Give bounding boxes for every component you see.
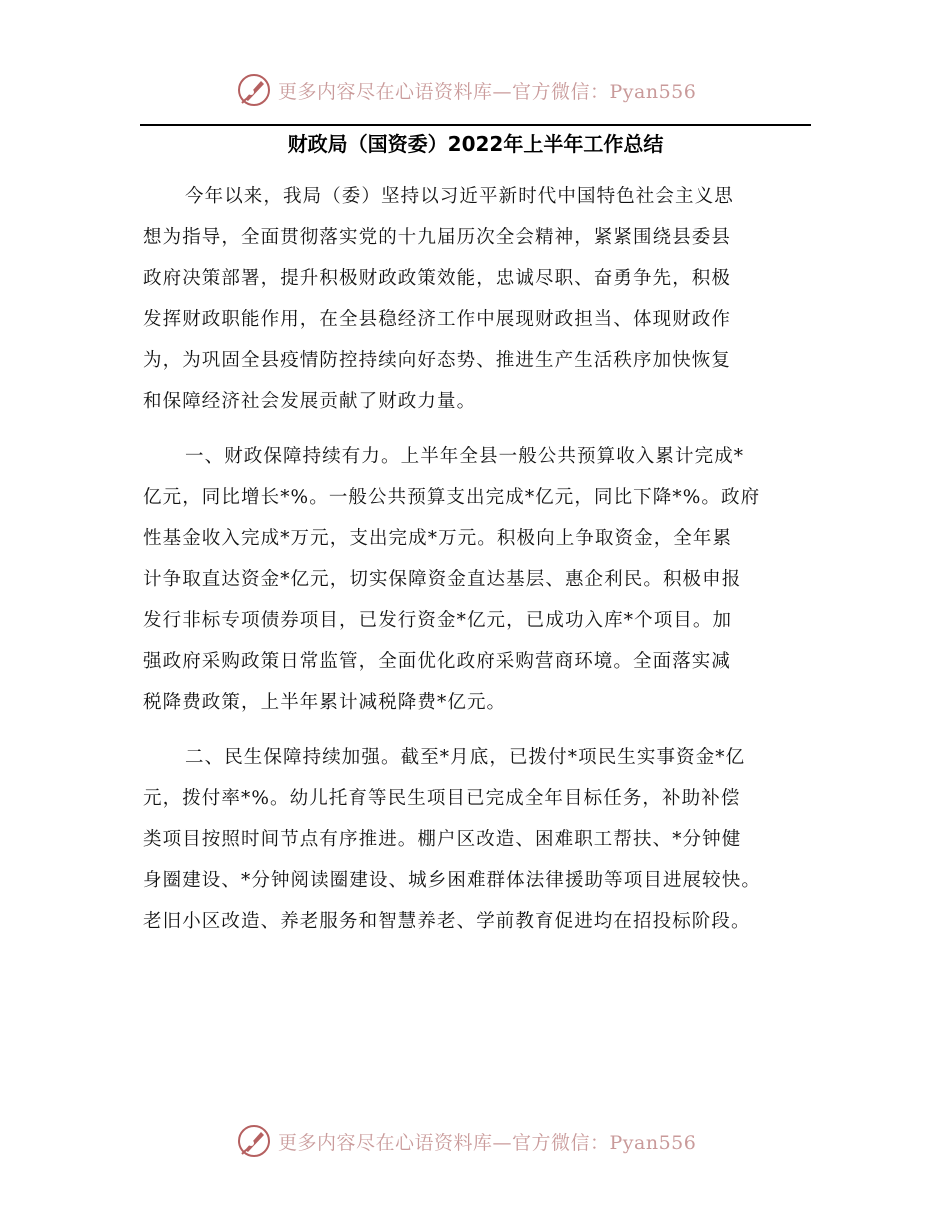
header-banner-text: 更多内容尽在心语资料库—官方微信：Pyan556 (278, 80, 697, 103)
quill-pen-logo-icon (236, 72, 272, 108)
header-banner (236, 72, 696, 108)
text-line: 税降费政策，上半年累计减税降费*亿元。 (143, 692, 507, 713)
text-line: 元，拨付率*%。幼儿托育等民生项目已完成全年目标任务，补助补偿 (143, 788, 741, 809)
document-body (143, 176, 823, 956)
text-line: 政府决策部署，提升积极财政政策效能，忠诚尽职、奋勇争先，积极 (143, 268, 732, 289)
paragraph-fiscal-guarantee (143, 436, 823, 723)
text-line: 为，为巩固全县疫情防控持续向好态势、推进生产生活秩序加快恢复 (143, 350, 732, 371)
text-line: 性基金收入完成*万元，支出完成*万元。积极向上争取资金，全年累 (143, 528, 733, 549)
text-line: 强政府采购政策日常监管，全面优化政府采购营商环境。全面落实减 (143, 651, 732, 672)
text-line: 老旧小区改造、养老服务和智慧养老、学前教育促进均在招投标阶段。 (143, 911, 751, 932)
text-line: 今年以来，我局（委）坚持以习近平新时代中国特色社会主义思 (185, 186, 734, 207)
paragraph-intro (143, 176, 823, 422)
footer-banner-text: 更多内容尽在心语资料库—官方微信：Pyan556 (278, 1131, 697, 1154)
text-line: 和保障经济社会发展贡献了财政力量。 (143, 391, 477, 412)
text-line: 二、民生保障持续加强。截至*月底，已拨付*项民生实事资金*亿 (185, 747, 746, 768)
document-title: 财政局（国资委）2022年上半年工作总结 (287, 132, 664, 156)
quill-pen-logo-icon (236, 1123, 272, 1159)
header-rule (140, 124, 811, 126)
text-line: 想为指导，全面贯彻落实党的十九届历次全会精神，紧紧围绕县委县 (143, 227, 732, 248)
text-line: 类项目按照时间节点有序推进。棚户区改造、困难职工帮扶、*分钟健 (143, 829, 742, 850)
text-line: 亿元，同比增长*%。一般公共预算支出完成*亿元，同比下降*%。政府 (143, 487, 761, 508)
text-line: 身圈建设、*分钟阅读圈建设、城乡困难群体法律援助等项目进展较快。 (143, 870, 761, 891)
paragraph-livelihood (143, 737, 823, 942)
text-line: 计争取直达资金*亿元，切实保障资金直达基层、惠企利民。积极申报 (143, 569, 742, 590)
footer-banner (236, 1123, 696, 1159)
text-line: 发挥财政职能作用，在全县稳经济工作中展现财政担当、体现财政作 (143, 309, 732, 330)
text-line: 一、财政保障持续有力。上半年全县一般公共预算收入累计完成* (185, 446, 745, 467)
text-line: 发行非标专项债券项目，已发行资金*亿元，已成功入库*个项目。加 (143, 610, 733, 631)
